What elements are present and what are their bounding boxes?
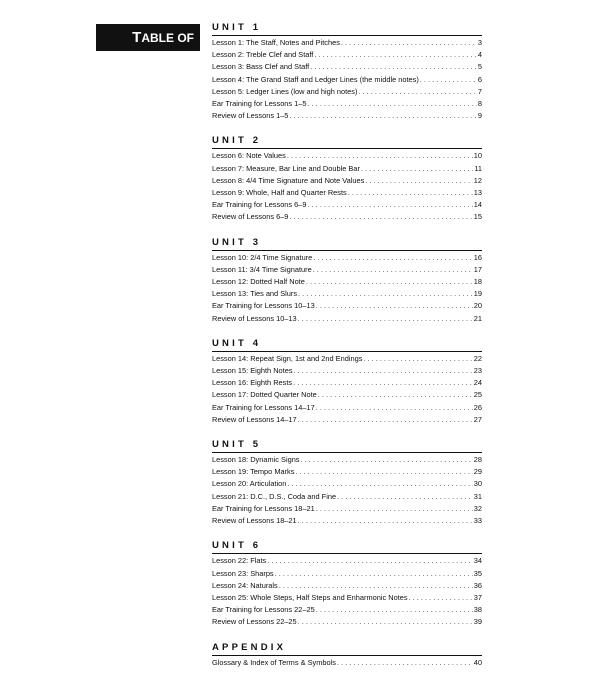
entry-label: Ear Training for Lessons 1–5: [212, 99, 307, 109]
entry-page-number: 20: [473, 301, 482, 311]
toc-entry[interactable]: [212, 163, 482, 175]
entry-page-number: 11: [474, 163, 482, 173]
unit-section: [212, 643, 482, 669]
toc-entry[interactable]: [212, 211, 482, 223]
dot-leader: [316, 402, 473, 414]
entry-page-number: 4: [477, 50, 482, 60]
entry-page-number: 25: [473, 390, 482, 400]
toc-entry[interactable]: [212, 555, 482, 567]
entry-page-number: 24: [473, 378, 482, 388]
entry-page-number: 3: [477, 38, 482, 47]
entry-label: Lesson 16: Eighth Rests: [212, 378, 293, 388]
dot-leader: [363, 353, 472, 365]
entry-label: Lesson 5: Ledger Lines (low and high notes): [212, 86, 358, 96]
entry-label: Glossary & Index of Terms & Symbols: [212, 657, 336, 667]
entry-label: Lesson 9: Whole, Half and Quarter Rests: [212, 188, 347, 198]
toc-entry[interactable]: [212, 313, 482, 325]
entry-label: Lesson 24: Naturals: [212, 580, 278, 590]
entry-label: Review of Lessons 22–25: [212, 617, 297, 627]
toc-entry[interactable]: [212, 199, 482, 211]
dot-leader: [313, 252, 473, 264]
entry-label: Review of Lessons 14–17: [212, 414, 297, 424]
entry-label: Lesson 3: Bass Clef and Staff: [212, 62, 310, 72]
toc-entry[interactable]: [212, 288, 482, 300]
unit-heading: UNIT 3: [212, 238, 482, 251]
entry-label: Lesson 15: Eighth Notes: [212, 366, 293, 376]
entry-page-number: 27: [473, 414, 482, 424]
entry-label: Ear Training for Lessons 10–13: [212, 301, 315, 311]
toc-entry[interactable]: [212, 568, 482, 580]
entry-label: Lesson 23: Sharps: [212, 568, 274, 578]
entry-label: Lesson 7: Measure, Bar Line and Double Bar: [212, 163, 360, 173]
dot-leader: [341, 37, 477, 49]
dot-leader: [298, 414, 473, 426]
toc-entry[interactable]: [212, 389, 482, 401]
entry-page-number: 35: [473, 568, 482, 578]
dot-leader: [316, 604, 473, 616]
toc-list: [212, 23, 482, 683]
dot-leader: [358, 86, 476, 98]
dot-leader: [289, 110, 476, 122]
unit-heading: UNIT 5: [212, 440, 482, 453]
toc-entry[interactable]: [212, 300, 482, 312]
entry-label: Ear Training for Lessons 22–25: [212, 605, 315, 615]
unit-section: [212, 339, 482, 426]
entry-page-number: 10: [473, 151, 482, 161]
entry-page-number: 22: [473, 353, 482, 363]
toc-entry[interactable]: [212, 402, 482, 414]
dot-leader: [295, 466, 472, 478]
entry-page-number: 28: [473, 455, 482, 465]
entry-page-number: 36: [473, 580, 482, 590]
toc-entry[interactable]: [212, 252, 482, 264]
toc-entry[interactable]: [212, 377, 482, 389]
entry-label: Lesson 21: D.C., D.S., Coda and Fine: [212, 491, 337, 501]
toc-entry[interactable]: [212, 264, 482, 276]
dot-leader: [318, 389, 473, 401]
entry-page-number: 33: [473, 516, 482, 526]
dot-leader: [365, 175, 472, 187]
dot-leader: [313, 264, 473, 276]
entry-label: Lesson 17: Dotted Quarter Note: [212, 390, 317, 400]
dot-leader: [279, 580, 473, 592]
toc-title-banner: [96, 24, 200, 51]
dot-leader: [310, 61, 477, 73]
toc-entry[interactable]: [212, 580, 482, 592]
entry-label: Lesson 25: Whole Steps, Half Steps and Enharmonic Notes: [212, 592, 408, 602]
title-rest: ABLE OF: [141, 31, 194, 45]
entry-page-number: 34: [473, 556, 482, 566]
dot-leader: [314, 49, 477, 61]
entry-label: Lesson 19: Tempo Marks: [212, 467, 295, 477]
entry-label: Lesson 22: Flats: [212, 556, 267, 566]
entry-page-number: 32: [473, 503, 482, 513]
entry-page-number: 40: [473, 657, 482, 667]
toc-entry[interactable]: [212, 466, 482, 478]
dot-leader: [287, 150, 473, 162]
toc-entry[interactable]: [212, 276, 482, 288]
dot-leader: [298, 288, 473, 300]
toc-entry[interactable]: [212, 604, 482, 616]
dot-leader: [301, 454, 473, 466]
entry-page-number: 5: [477, 62, 482, 72]
entry-label: Lesson 18: Dynamic Signs: [212, 455, 300, 465]
toc-entry[interactable]: [212, 491, 482, 503]
entry-page-number: 37: [473, 592, 482, 602]
title-initial: T: [132, 29, 142, 46]
unit-heading: UNIT 1: [212, 23, 482, 36]
entry-page-number: 7: [477, 86, 482, 96]
dot-leader: [316, 503, 473, 515]
entry-page-number: 30: [473, 479, 482, 489]
toc-entry[interactable]: [212, 454, 482, 466]
toc-entry[interactable]: [212, 657, 482, 669]
unit-section: [212, 541, 482, 628]
entry-page-number: 26: [473, 402, 482, 412]
entry-page-number: 19: [473, 289, 482, 299]
dot-leader: [306, 276, 473, 288]
entry-label: Review of Lessons 18–21: [212, 516, 297, 526]
entry-page-number: 23: [473, 366, 482, 376]
entry-label: Ear Training for Lessons 6–9: [212, 200, 307, 210]
dot-leader: [409, 592, 473, 604]
dot-leader: [287, 478, 472, 490]
entry-page-number: 8: [477, 99, 482, 109]
toc-entry[interactable]: [212, 175, 482, 187]
dot-leader: [420, 74, 477, 86]
entry-label: Lesson 10: 2/4 Time Signature: [212, 252, 313, 262]
entry-page-number: 16: [473, 252, 482, 262]
dot-leader: [294, 365, 473, 377]
unit-heading: UNIT 6: [212, 541, 482, 554]
entry-label: Lesson 8: 4/4 Time Signature and Note Values: [212, 175, 365, 185]
unit-section: [212, 23, 482, 122]
dot-leader: [298, 313, 473, 325]
toc-entry[interactable]: [212, 187, 482, 199]
dot-leader: [275, 568, 473, 580]
toc-entry[interactable]: [212, 503, 482, 515]
toc-entry[interactable]: [212, 74, 482, 86]
unit-heading: APPENDIX: [212, 643, 482, 656]
entry-page-number: 12: [473, 175, 482, 185]
entry-page-number: 14: [473, 200, 482, 210]
dot-leader: [267, 555, 473, 567]
dot-leader: [308, 98, 477, 110]
entry-page-number: 38: [473, 605, 482, 615]
toc-entry[interactable]: [212, 365, 482, 377]
entry-label: Review of Lessons 10–13: [212, 313, 297, 323]
entry-page-number: 18: [473, 277, 482, 287]
toc-entry[interactable]: [212, 86, 482, 98]
dot-leader: [361, 163, 473, 175]
entry-label: Lesson 13: Ties and Slurs: [212, 289, 298, 299]
entry-page-number: 17: [473, 264, 482, 274]
entry-page-number: 31: [473, 491, 482, 501]
entry-label: Lesson 6: Note Values: [212, 151, 286, 161]
unit-section: [212, 238, 482, 325]
toc-entry[interactable]: [212, 61, 482, 73]
dot-leader: [298, 616, 473, 628]
toc-entry[interactable]: [212, 49, 482, 61]
entry-page-number: 15: [473, 212, 482, 222]
unit-heading: UNIT 4: [212, 339, 482, 352]
toc-entry[interactable]: [212, 37, 482, 49]
toc-entry[interactable]: [212, 150, 482, 162]
dot-leader: [293, 377, 473, 389]
entry-label: Lesson 12: Dotted Half Note: [212, 277, 305, 287]
entry-page-number: 39: [473, 617, 482, 627]
entry-label: Lesson 4: The Grand Staff and Ledger Lines (the middle notes): [212, 74, 419, 84]
entry-label: Ear Training for Lessons 18–21: [212, 503, 315, 513]
entry-label: Review of Lessons 6–9: [212, 212, 289, 222]
toc-entry[interactable]: [212, 592, 482, 604]
dot-leader: [348, 187, 473, 199]
unit-section: [212, 440, 482, 527]
entry-label: Lesson 1: The Staff, Notes and Pitches: [212, 38, 340, 47]
toc-entry[interactable]: [212, 110, 482, 122]
unit-heading: UNIT 2: [212, 136, 482, 149]
entry-label: Review of Lessons 1–5: [212, 111, 289, 121]
toc-entry[interactable]: [212, 98, 482, 110]
entry-label: Lesson 2: Treble Clef and Staff: [212, 50, 314, 60]
dot-leader: [298, 515, 473, 527]
entry-label: Lesson 14: Repeat Sign, 1st and 2nd Endings: [212, 353, 363, 363]
entry-page-number: 13: [473, 188, 482, 198]
toc-entry[interactable]: [212, 353, 482, 365]
unit-section: [212, 136, 482, 223]
entry-page-number: 29: [473, 467, 482, 477]
entry-label: Ear Training for Lessons 14–17: [212, 402, 315, 412]
entry-page-number: 21: [473, 313, 482, 323]
entry-page-number: 6: [477, 74, 482, 84]
dot-leader: [337, 657, 473, 669]
toc-entry[interactable]: [212, 616, 482, 628]
dot-leader: [316, 300, 473, 312]
entry-page-number: 9: [477, 111, 482, 121]
entry-label: Lesson 11: 3/4 Time Signature: [212, 264, 312, 274]
toc-entry[interactable]: [212, 478, 482, 490]
dot-leader: [337, 491, 473, 503]
entry-label: Lesson 20: Articulation: [212, 479, 287, 489]
dot-leader: [308, 199, 473, 211]
toc-entry[interactable]: [212, 414, 482, 426]
dot-leader: [289, 211, 472, 223]
toc-entry[interactable]: [212, 515, 482, 527]
